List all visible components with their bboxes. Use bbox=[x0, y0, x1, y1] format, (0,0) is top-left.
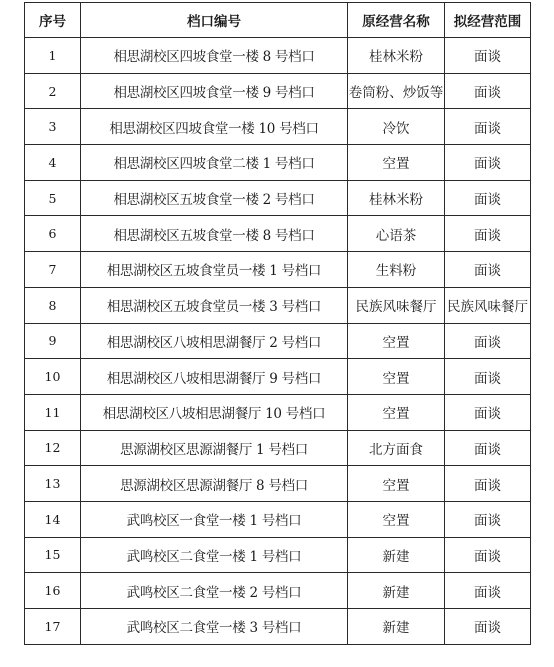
cell-location: 思源湖校区思源湖餐厅 1 号档口 bbox=[81, 430, 348, 466]
cell-proposed-scope: 面谈 bbox=[445, 216, 531, 252]
cell-no: 15 bbox=[25, 537, 81, 573]
cell-original-business: 空置 bbox=[348, 323, 445, 359]
cell-original-business: 北方面食 bbox=[348, 430, 445, 466]
cell-location: 武鸣校区二食堂一楼 2 号档口 bbox=[81, 573, 348, 609]
cell-proposed-scope: 面谈 bbox=[445, 109, 531, 145]
header-original-business: 原经营名称 bbox=[348, 3, 445, 38]
table-body bbox=[25, 38, 531, 645]
cell-no: 11 bbox=[25, 394, 81, 430]
table-row bbox=[25, 38, 531, 74]
cell-original-business: 民族风味餐厅 bbox=[348, 287, 445, 323]
cell-proposed-scope: 面谈 bbox=[445, 430, 531, 466]
table-row bbox=[25, 109, 531, 145]
stall-table-container bbox=[24, 2, 531, 645]
cell-location: 相思湖校区五坡食堂一楼 2 号档口 bbox=[81, 180, 348, 216]
cell-proposed-scope: 面谈 bbox=[445, 609, 531, 645]
cell-location: 相思湖校区四坡食堂一楼 9 号档口 bbox=[81, 73, 348, 109]
cell-proposed-scope: 面谈 bbox=[445, 145, 531, 181]
cell-no: 2 bbox=[25, 73, 81, 109]
cell-no: 14 bbox=[25, 501, 81, 537]
header-row bbox=[25, 3, 531, 38]
cell-proposed-scope: 面谈 bbox=[445, 323, 531, 359]
cell-location: 相思湖校区八坡相思湖餐厅 10 号档口 bbox=[81, 394, 348, 430]
cell-proposed-scope: 面谈 bbox=[445, 573, 531, 609]
cell-no: 8 bbox=[25, 287, 81, 323]
table-row bbox=[25, 537, 531, 573]
cell-no: 5 bbox=[25, 180, 81, 216]
cell-no: 13 bbox=[25, 466, 81, 502]
cell-no: 7 bbox=[25, 252, 81, 288]
table-row bbox=[25, 394, 531, 430]
cell-original-business: 桂林米粉 bbox=[348, 38, 445, 74]
table-row bbox=[25, 430, 531, 466]
cell-original-business: 空置 bbox=[348, 394, 445, 430]
cell-location: 武鸣校区二食堂一楼 3 号档口 bbox=[81, 609, 348, 645]
cell-proposed-scope: 面谈 bbox=[445, 537, 531, 573]
cell-proposed-scope: 面谈 bbox=[445, 73, 531, 109]
cell-proposed-scope: 面谈 bbox=[445, 180, 531, 216]
cell-original-business: 桂林米粉 bbox=[348, 180, 445, 216]
cell-original-business: 新建 bbox=[348, 573, 445, 609]
header-location: 档口编号 bbox=[81, 3, 348, 38]
table-row bbox=[25, 73, 531, 109]
header-no: 序号 bbox=[25, 3, 81, 38]
header-proposed-scope: 拟经营范围 bbox=[445, 3, 531, 38]
cell-original-business: 生料粉 bbox=[348, 252, 445, 288]
cell-proposed-scope: 面谈 bbox=[445, 394, 531, 430]
cell-location: 相思湖校区八坡相思湖餐厅 9 号档口 bbox=[81, 359, 348, 395]
table-row bbox=[25, 573, 531, 609]
cell-proposed-scope: 面谈 bbox=[445, 501, 531, 537]
table-row bbox=[25, 609, 531, 645]
cell-original-business: 空置 bbox=[348, 501, 445, 537]
cell-original-business: 冷饮 bbox=[348, 109, 445, 145]
cell-original-business: 空置 bbox=[348, 359, 445, 395]
cell-proposed-scope: 民族风味餐厅 bbox=[445, 287, 531, 323]
cell-no: 17 bbox=[25, 609, 81, 645]
table-row bbox=[25, 287, 531, 323]
stall-table bbox=[24, 2, 531, 645]
table-row bbox=[25, 252, 531, 288]
cell-original-business: 心语茶 bbox=[348, 216, 445, 252]
table-row bbox=[25, 145, 531, 181]
cell-location: 相思湖校区八坡相思湖餐厅 2 号档口 bbox=[81, 323, 348, 359]
cell-location: 思源湖校区思源湖餐厅 8 号档口 bbox=[81, 466, 348, 502]
cell-no: 16 bbox=[25, 573, 81, 609]
cell-no: 9 bbox=[25, 323, 81, 359]
cell-location: 相思湖校区五坡食堂员一楼 1 号档口 bbox=[81, 252, 348, 288]
table-row bbox=[25, 180, 531, 216]
cell-location: 相思湖校区五坡食堂员一楼 3 号档口 bbox=[81, 287, 348, 323]
table-row bbox=[25, 466, 531, 502]
cell-location: 相思湖校区四坡食堂一楼 8 号档口 bbox=[81, 38, 348, 74]
cell-no: 10 bbox=[25, 359, 81, 395]
cell-original-business: 新建 bbox=[348, 609, 445, 645]
cell-original-business: 卷筒粉、炒饭等 bbox=[348, 73, 445, 109]
cell-proposed-scope: 面谈 bbox=[445, 252, 531, 288]
cell-no: 4 bbox=[25, 145, 81, 181]
cell-proposed-scope: 面谈 bbox=[445, 38, 531, 74]
table-row bbox=[25, 359, 531, 395]
cell-no: 1 bbox=[25, 38, 81, 74]
cell-location: 武鸣校区一食堂一楼 1 号档口 bbox=[81, 501, 348, 537]
cell-location: 相思湖校区四坡食堂二楼 1 号档口 bbox=[81, 145, 348, 181]
cell-no: 6 bbox=[25, 216, 81, 252]
cell-location: 相思湖校区五坡食堂一楼 8 号档口 bbox=[81, 216, 348, 252]
cell-no: 12 bbox=[25, 430, 81, 466]
cell-original-business: 空置 bbox=[348, 466, 445, 502]
cell-proposed-scope: 面谈 bbox=[445, 359, 531, 395]
cell-no: 3 bbox=[25, 109, 81, 145]
cell-location: 相思湖校区四坡食堂一楼 10 号档口 bbox=[81, 109, 348, 145]
table-row bbox=[25, 501, 531, 537]
cell-location: 武鸣校区二食堂一楼 1 号档口 bbox=[81, 537, 348, 573]
cell-proposed-scope: 面谈 bbox=[445, 466, 531, 502]
table-row bbox=[25, 323, 531, 359]
cell-original-business: 空置 bbox=[348, 145, 445, 181]
cell-original-business: 新建 bbox=[348, 537, 445, 573]
table-row bbox=[25, 216, 531, 252]
